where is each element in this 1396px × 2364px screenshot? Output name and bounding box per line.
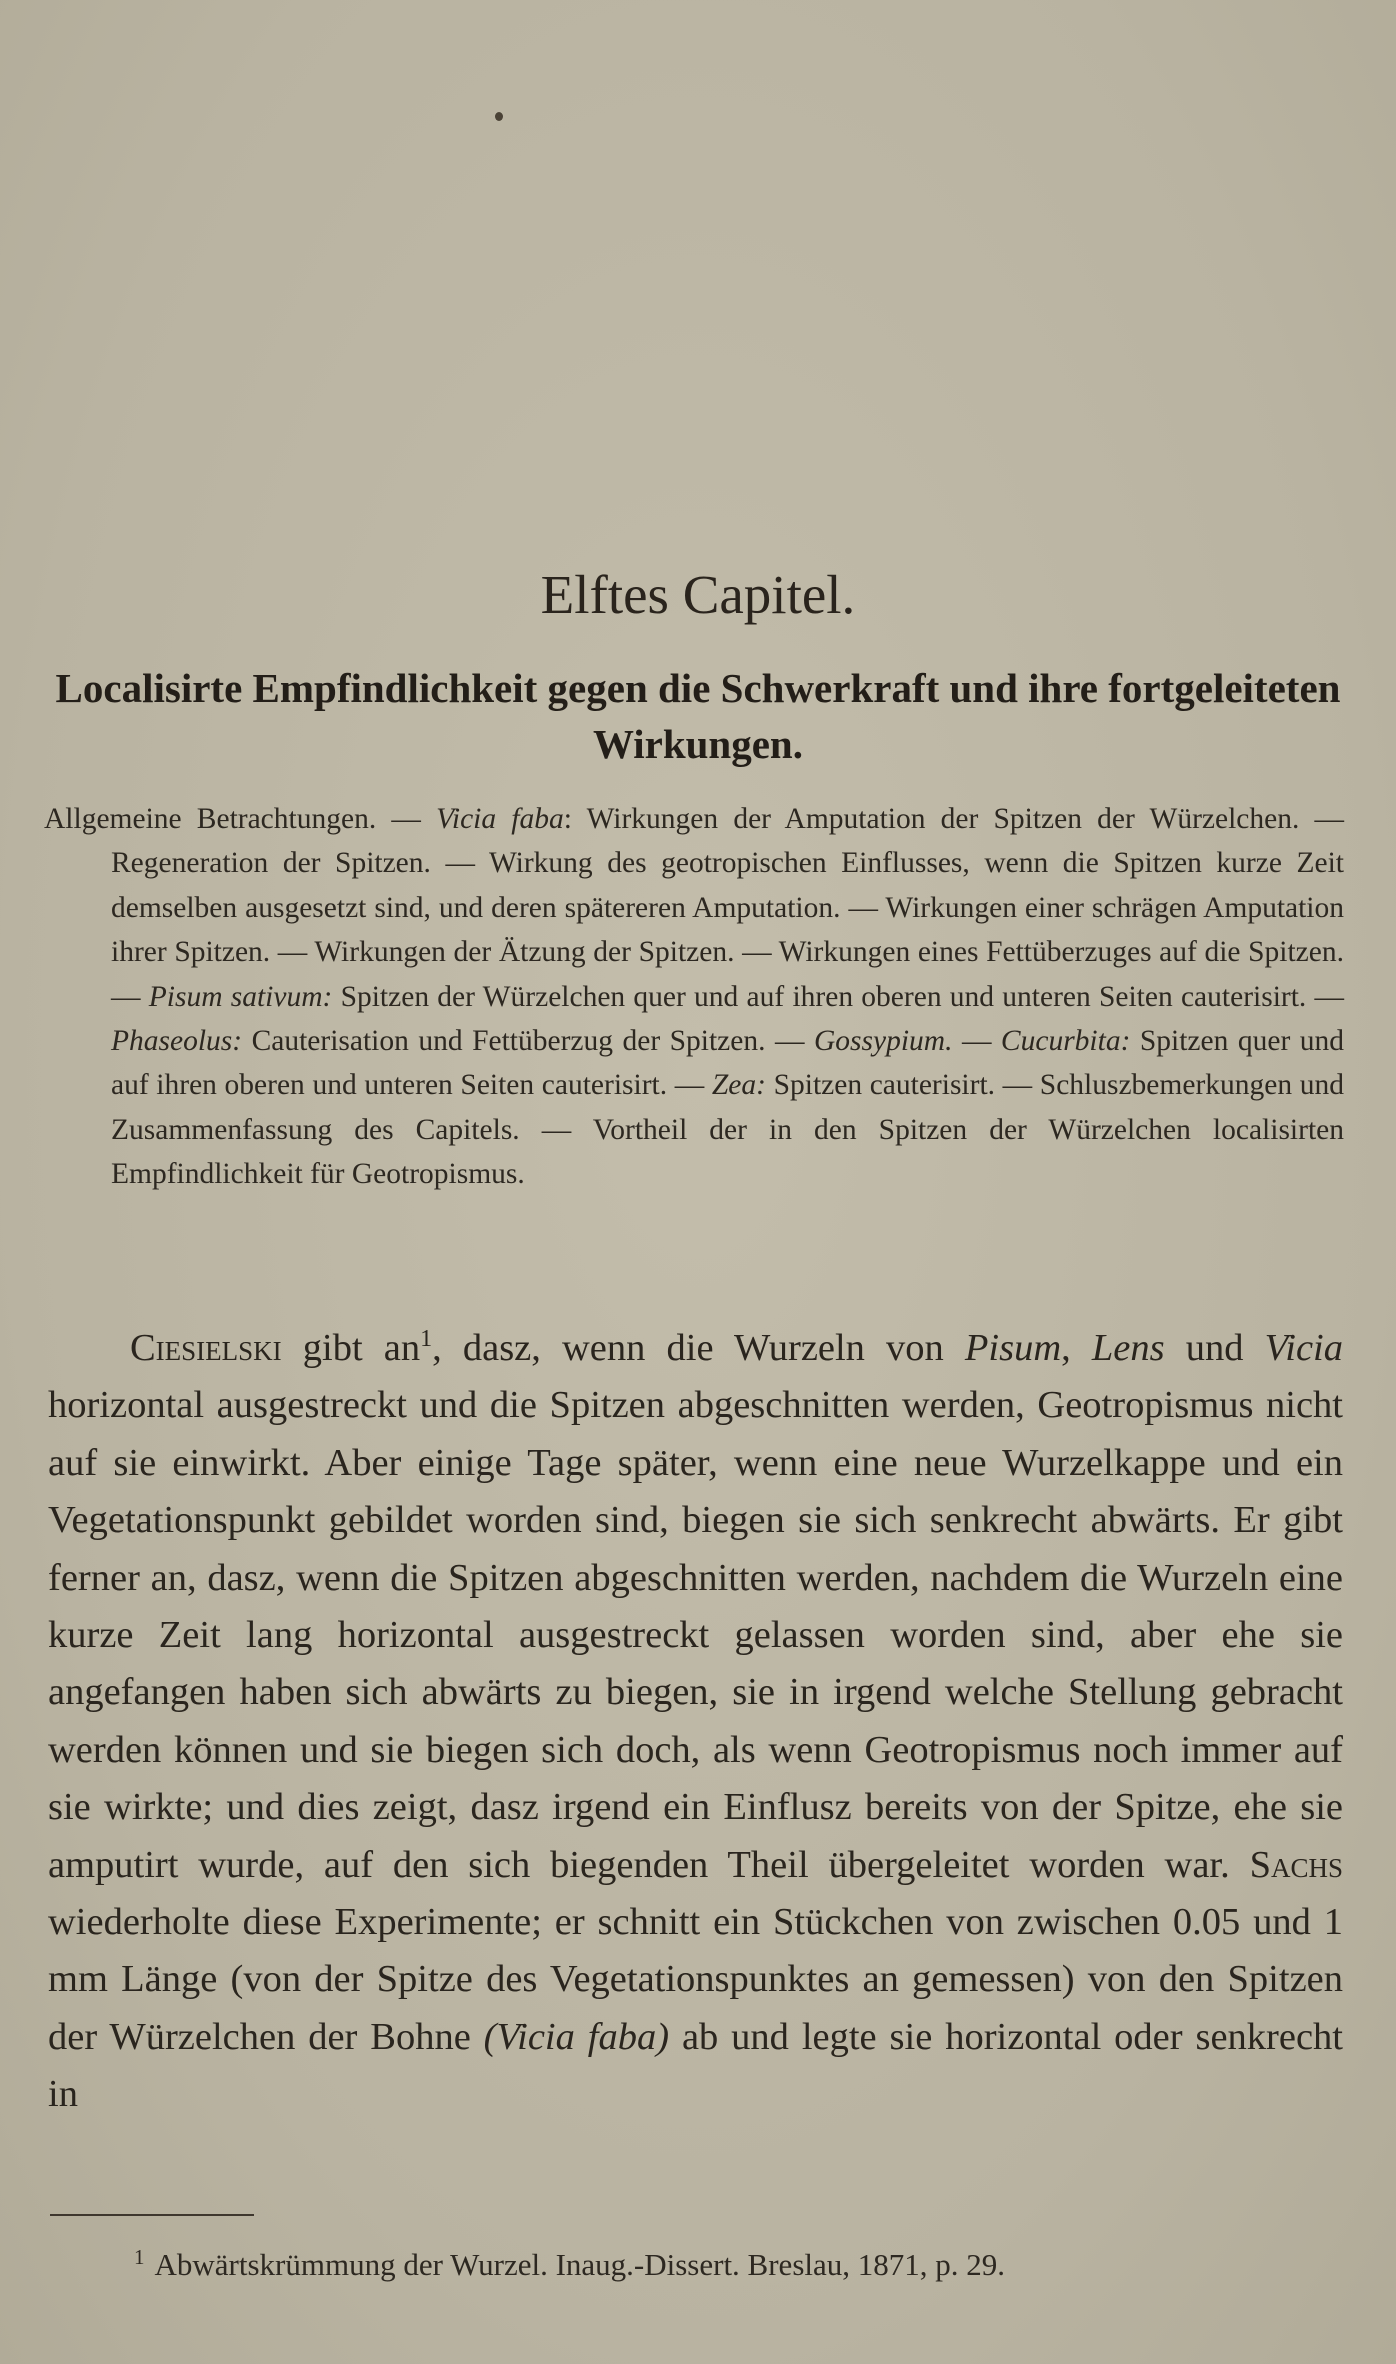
summary-italic: Vicia faba	[436, 803, 564, 835]
body-span: ab und legte sie horizontal oder senkrecht in	[48, 2015, 1343, 2116]
chapter-title: Elftes Capitel.	[540, 564, 856, 625]
footnote-text: Abwärtskrümmung der Wurzel. Inaug.-Dissert. Breslau, 1871, p. 29.	[154, 2247, 1006, 2282]
footnote-number: 1	[134, 2244, 145, 2269]
summary-paragraph	[44, 797, 1344, 1197]
body-span: ,	[1061, 1327, 1092, 1369]
footnote	[134, 2244, 1334, 2286]
body-span: wiederholte diese Experimente; er schnitt ein Stückchen von zwischen 0.05 und 1 mm Länge (von der Spitze des Vegetationspunktes an gemessen) von den Spitzen der Würzelchen der Bohne	[48, 1901, 1343, 2058]
ink-speck	[495, 112, 503, 121]
summary-text: Spitzen der Würzelchen quer und auf ihren oberen und unteren Seiten cauterisirt. —	[332, 980, 1345, 1013]
body-italic: Pisum	[964, 1327, 1062, 1369]
body-italic: (Vicia faba)	[483, 2015, 670, 2058]
summary-italic: Cucurbita:	[1000, 1025, 1131, 1058]
summary-text: Spitzen quer und auf ihren oberen und unteren Seiten cauterisirt. —	[111, 1025, 1344, 1102]
body-italic: Vicia	[1264, 1327, 1343, 1369]
body-paragraph	[48, 1320, 1343, 2124]
summary-text: Cauterisation und Fettüberzug der Spitzen. —	[242, 1025, 814, 1058]
body-span: horizontal ausgestreckt und die Spitzen abgeschnitten werden, Geotropismus nicht auf sie einwirkt. Aber einige Tage später, wenn eine neue Wurzelkappe und ein Vegetationspunkt gebildet worden sind, biegen sie sich senkrecht abwärts. Er gibt ferner an, dasz, wenn die Spitzen abgeschnitten werden, nachdem die Wurzeln eine kurze Zeit lang horizontal ausgestreckt gelassen worden sind, aber ehe sie angefangen haben sich abwärts zu biegen, sie in irgend welche Stellung gebracht werden können und sie biegen sich doch, als wenn Geotropismus noch immer auf sie wirkte; und dies zeigt, dasz irgend ein Einflusz bereits von der Spitze, ehe sie amputirt wurde, auf den sich biegenden Theil übergeleitet worden war.	[48, 1384, 1343, 1886]
summary-italic: Gossypium.	[813, 1025, 953, 1058]
summary-text: : Wirkungen der Amputation der Spitzen der Würzelchen. — Regeneration der Spitzen. — Wirkung des geotropischen Einflusses, wenn die Spitzen kurze Zeit demselben ausgesetzt sind, und deren spätereren Amputation. — Wirkungen einer schrägen Amputation ihrer Spitzen. — Wirkungen der Ätzung der Spitzen. — Wirkungen eines Fettüberzuges auf die Spitzen. —	[111, 803, 1345, 1013]
summary-text: Spitzen cauterisirt. — Schluszbemerkungen und Zusammenfassung des Capitels. — Vortheil der in den Spitzen der Würzelchen localisirten Empfindlichkeit für Geotropismus.	[111, 1069, 1344, 1191]
summary-italic: Zea:	[711, 1069, 766, 1102]
body-italic: Lens	[1091, 1327, 1165, 1369]
chapter-subtitle: Localisirte Empfindlichkeit gegen die Schwerkraft und ihre fortgeleiteten Wirkungen.	[55, 665, 1341, 767]
body-span: , dasz, wenn die Wurzeln von	[432, 1327, 965, 1369]
summary-text: —	[952, 1025, 1001, 1058]
body-span: und	[1164, 1327, 1265, 1369]
summary-italic: Phaseolus:	[111, 1025, 243, 1058]
chapter-summary	[44, 797, 1344, 1197]
author-name: Ciesielski	[130, 1327, 282, 1369]
footnote-divider	[50, 2214, 254, 2216]
body-span: gibt an	[281, 1327, 421, 1369]
summary-italic: Pisum sativum:	[148, 980, 333, 1013]
body-text	[48, 1320, 1343, 2124]
footnote-reference: 1	[420, 1326, 433, 1353]
author-name: Sachs	[1249, 1843, 1343, 1886]
summary-text: Allgemeine Betrachtungen. —	[44, 803, 437, 835]
